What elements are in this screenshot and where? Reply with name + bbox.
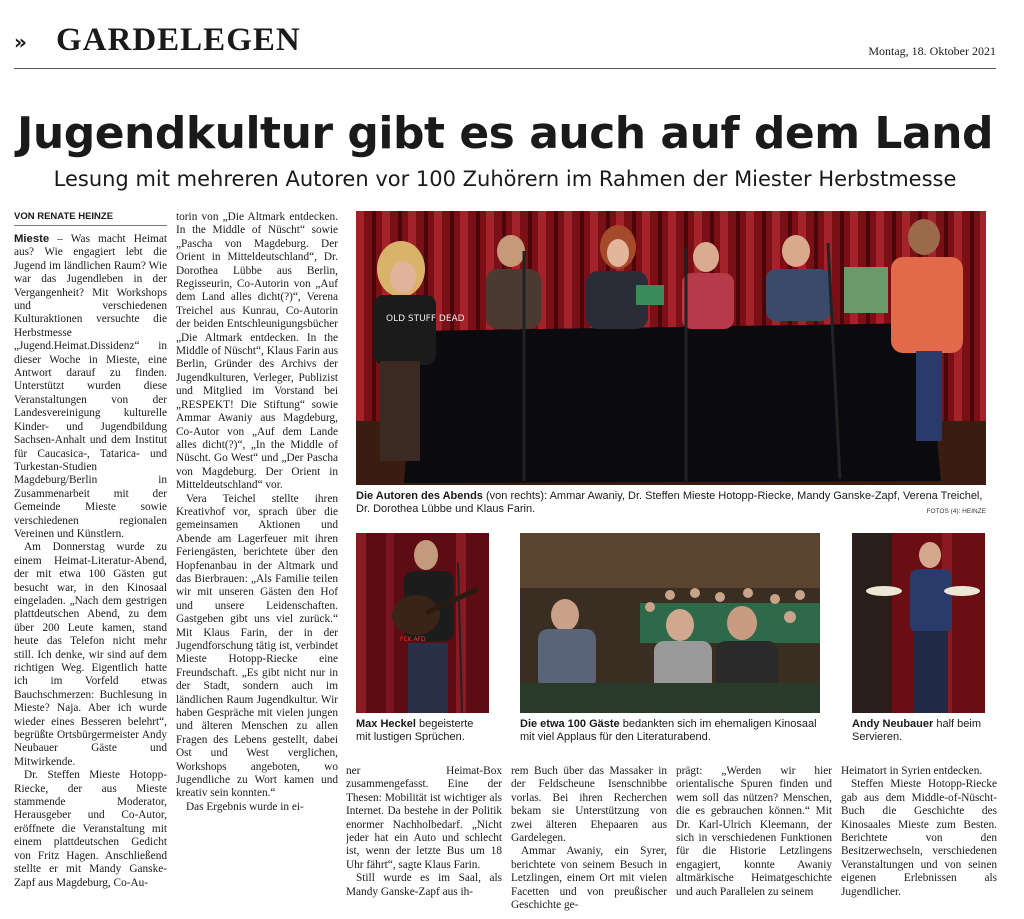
- caption-lead: Die Autoren des Abends: [356, 490, 483, 502]
- waiter-image: [852, 533, 985, 713]
- section-title: GARDELEGEN: [56, 22, 301, 58]
- paragraph: Vera Teichel stellte ihren Kreativhof vor, sprach über die gemeinsamen Aktionen und Abende am Lagerfeuer mit ihren Feriengästen, berichtete über den Hopfenanbau in der Altmark und das Bierbrauen: „Als Familie teilen wir mit unseren Gästen den Hof und unsere Leidenschaften. Gastgeben gibt uns viel zurück.“ Mit Klaus Farin, der in der Jugendforschung tätig ist, verbindet Mieste Hotopp-Riecke eine Freundschaft. „Es gibt nicht nur in der Stadt, sondern auch im ländlichen Raum Jugendkultur. Wir haben Gespräche mit vielen jungen und älteren Menschen zu allen Fragen des Lebens gestellt, dabei Ost und West verglichen, Workshops angeboten, wo Jugendliche zu Wort kamen und kreativ sein konnten.“: [176, 492, 338, 800]
- shirt-slogan: FCK AFD: [400, 636, 426, 643]
- shirt-print: OLD STUFF DEAD: [386, 314, 465, 324]
- photo-caption-andy-neubauer: [852, 718, 985, 744]
- caption-lead: Andy Neubauer: [852, 718, 934, 730]
- article-column-5: [676, 765, 832, 913]
- publication-date: Montag, 18. Oktober 2021: [868, 44, 996, 58]
- guitarist-image: [356, 533, 489, 713]
- caption-lead: Die etwa 100 Gäste: [520, 718, 620, 730]
- article-column-4: [511, 765, 667, 913]
- authors-on-stage-image: [356, 211, 986, 485]
- article-column-6: [841, 765, 997, 913]
- section-chevron-icon: »: [14, 30, 27, 54]
- main-photo-caption: [356, 490, 986, 516]
- caption-text: bedankten sich im ehemaligen Kinosaal mit viel Applaus für den Literaturabend.: [520, 718, 817, 743]
- headline: Jugendkultur gibt es auch auf dem Land: [17, 108, 993, 159]
- photo-credit: FOTOS (4): HEINZE: [926, 508, 986, 515]
- paragraph: Steffen Mieste Hotopp-Riecke gab aus dem Middle-of-Nüscht-Buch die Geschichte des Kinosaales Mieste zum Besten. Berichtete von den Besitzerwechseln, verschiedenen Veranstaltungen und von seinen eigenen Erlebnissen als Jugendlicher.: [841, 778, 997, 898]
- photo-caption-max-heckel: [356, 718, 489, 744]
- header-rule: [14, 68, 996, 69]
- paragraph: Dr. Steffen Mieste Hotopp-Riecke, der aus Mieste stammende Moderator, Herausgeber und Co-Autor, eröffnete die Veranstaltung mit einem plattdeutschen Gedicht von Fritz Hagen. Anschließend stellte er mit Mandy Ganske-Zapf aus Magdeburg, Co-Au-: [14, 769, 167, 889]
- main-photo-authors: [356, 211, 986, 485]
- photo-max-heckel: [356, 533, 489, 713]
- paragraph: Das Ergebnis wurde in ei-: [186, 800, 304, 813]
- paragraph: ner Heimat-Box zusammengefasst. Eine der Thesen: Mobilität ist wichtiger als Internet. Da bestehe in der Politik enormer Nachholbedarf. „Nicht jeder hat ein Auto und schlecht ist, wenn der letzte Bus um 18 Uhr fährt“, sagte Klaus Farin.: [346, 765, 502, 871]
- photo-andy-neubauer: [852, 533, 985, 713]
- paragraph: Ammar Awaniy, ein Syrer, berichtete von seinem Besuch in Letzlingen, einem Ort mit vielen Facetten und von preußischer Geschichte ge-: [511, 845, 667, 912]
- paragraph: Heimatort in Syrien entdecken.: [841, 765, 983, 777]
- article-column-1: [14, 233, 167, 913]
- caption-text: begeisterte mit lustigen Sprüchen.: [356, 718, 474, 743]
- paragraph: Still wurde es im Saal, als Mandy Ganske-Zapf aus ih-: [346, 872, 502, 898]
- photo-caption-audience: [520, 718, 820, 744]
- article-column-3: [346, 765, 502, 913]
- paragraph: Am Donnerstag wurde zu einem Heimat-Literatur-Abend, der mit etwa 100 Gästen gut besucht war, in den Kinosaal eingeladen. „Nach dem gestrigen plattdeutschen Abend, zu dem über 200 Leute kamen, stand heute das Telefon nicht mehr still. Ich denke, wir sind auf dem richtigen Weg. Eigentlich hatte ich im Vorfeld etwas Bauchschmerzen: Buchlesung in Mieste? Naja. Aber ich wurde wieder eines Besseren belehrt“, begrüßte Ortsbürgermeister Andy Neubauer Gäste und Mitwirkende.: [14, 541, 167, 768]
- paragraph: rem Buch über das Massaker in der Feldscheune Isenschnibbe vorlas. Bei ihren Recherchen bekam sie Unterstützung von zwei älteren Ehepaaren aus Gardelegen.: [511, 765, 667, 845]
- subheadline: Lesung mit mehreren Autoren vor 100 Zuhörern im Rahmen der Miester Herbstmesse: [53, 167, 957, 191]
- article-column-2: [176, 211, 338, 913]
- caption-text: (von rechts): Ammar Awaniy, Dr. Steffen Mieste Hotopp-Riecke, Mandy Ganske-Zapf, Verena Treichel, Dr. Dorothea Lübbe und Klaus Farin.: [356, 490, 983, 515]
- paragraph: torin von „Die Altmark entdecken. In the Middle of Nüscht“ sowie „Pascha von Magdeburg. Der Orient in Mitteldeutschland“, Dr. Dorothea Lübbe aus Berlin, Regisseurin, Co-Autorin von „Auf dem Land alles dicht(?)“, Verena Treichel aus Kunrau, Co-Autorin der beiden Entschleunigungsbücher „Die Altmark entdecken. In the Middle of Nüscht“, Klaus Farin aus Berlin, Gründer des Archivs der Jugendkulturen, Verleger, Publizist und Mitglied im Vorstand bei „RESPEKT! Die Stiftung“ sowie Ammar Awaniy aus Magdeburg, Co-Autor von „Auf dem Lande alles dicht(?)“, „In the Middle of Nüscht. Go West“ und „Der Pascha von Magdeburg. Der Orient in Mitteldeutschland“ vor.: [176, 211, 338, 492]
- byline: VON RENATE HEINZE: [14, 211, 167, 226]
- paragraph: – Was macht Heimat aus? Wie engagiert lebt die Jugend im ländlichen Raum? Wie war das Jugendleben in der Vergangenheit? Mit Workshops und verschiedenen Kulturaktionen versuchte die Herbstmesse „Jugend.Heimat.Dissidenz“ in dieser Woche in Mieste, eine Antwort darauf zu finden. Unterstützt wurden diese Veranstaltungen von der Landesvereinigung kulturelle Kinder- und Jugendbildung Sachsen-Anhalt und dem Institut für Caucasica-, Tatarica- und Turkestan-Studien Magdeburg/Berlin in Zusammenarbeit mit der Gemeinde Mieste sowie verschiedenen regionalen Vereinen und Künstlern.: [14, 233, 167, 540]
- paragraph: prägt: „Werden wir hier orientalische Spuren finden und wem soll das nützen? Menschen, die es gebrauchen können.“ Mit Dr. Karl-Ulrich Kleemann, der sich in verschiedenen Funktionen für die Historie Letzlingens engagiert, konnte Awaniy altmärkische Heimatgeschichte und auch Parallelen zu seinem: [676, 765, 832, 898]
- caption-text: half beim Servieren.: [852, 718, 981, 743]
- audience-image: [520, 533, 820, 713]
- dateline: Mieste: [14, 233, 50, 245]
- caption-lead: Max Heckel: [356, 718, 416, 730]
- photo-audience: [520, 533, 820, 713]
